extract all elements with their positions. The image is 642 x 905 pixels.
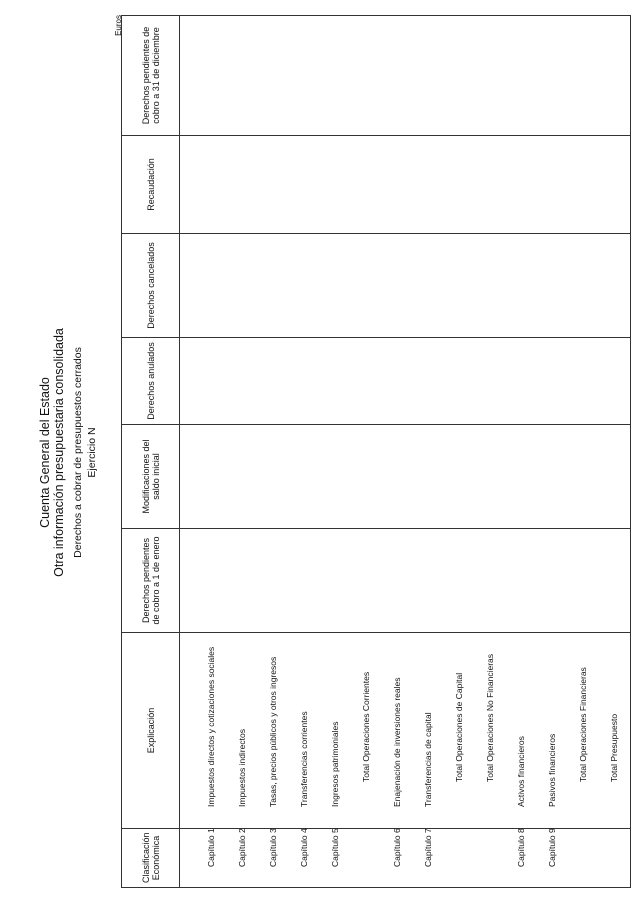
- row-explicacion: Transferencias corrientes: [299, 711, 309, 807]
- cancelados-cell: [180, 234, 631, 338]
- row-explicacion: Tasas, precios públicos y otros ingresos: [268, 656, 278, 807]
- col-header-modificaciones: Modificaciones del saldo inicial: [122, 425, 180, 529]
- row-explicacion: Enajenación de inversiones reales: [392, 677, 402, 807]
- clasificacion-cell: [180, 829, 631, 888]
- col-header-recaudacion: Recaudación: [122, 136, 180, 234]
- row-clasificacion: Capítulo 6: [392, 828, 402, 867]
- row-clasificacion: [599, 829, 630, 887]
- col-header-cancelados: Derechos cancelados: [122, 234, 180, 338]
- pendientes-diciembre-cell: [180, 16, 631, 136]
- anulados-cell: [180, 338, 631, 425]
- row-explicacion-total: Total Operaciones de Capital: [454, 672, 464, 782]
- row-clasificacion: [568, 829, 599, 887]
- pendientes-enero-cell: [180, 529, 631, 633]
- row-explicacion-total: Total Presupuesto: [609, 713, 619, 782]
- report-title: Cuenta General del Estado: [38, 377, 52, 528]
- row-explicacion: Pasivos financieros: [547, 733, 557, 807]
- rights-table: [121, 15, 631, 888]
- table-body-row: [180, 16, 631, 888]
- row-explicacion: Activos financieros: [516, 736, 526, 807]
- col-header-clasificacion: Clasificación Económica: [122, 829, 180, 888]
- currency-units: Euros: [114, 15, 123, 36]
- col-header-pendientes-diciembre: Derechos pendientes de cobro a 31 de diciembre: [122, 16, 180, 136]
- row-clasificacion: Capítulo 9: [547, 828, 557, 867]
- modificaciones-cell: [180, 425, 631, 529]
- row-clasificacion: [351, 829, 382, 887]
- col-header-pendientes-enero: Derechos pendientes de cobro a 1 de enero: [122, 529, 180, 633]
- row-explicacion: Ingresos patrimoniales: [330, 721, 340, 807]
- col-header-anulados: Derechos anulados: [122, 338, 180, 425]
- row-explicacion-total: Total Operaciones Financieras: [578, 667, 588, 782]
- row-clasificacion: Capítulo 5: [330, 828, 340, 867]
- row-clasificacion: Capítulo 4: [299, 828, 309, 867]
- row-clasificacion: Capítulo 8: [516, 828, 526, 867]
- explicacion-cell: [180, 633, 631, 829]
- report-header: [0, 0, 123, 905]
- row-explicacion: Impuestos directos y cotizaciones sociales: [206, 646, 216, 807]
- row-clasificacion: [475, 829, 506, 887]
- col-header-explicacion: Explicación: [122, 633, 180, 829]
- row-clasificacion: [444, 829, 475, 887]
- row-explicacion: Impuestos indirectos: [237, 729, 247, 807]
- report-subtitle-line: Otra información presupuestaria consolidada: [52, 328, 66, 577]
- table-header-row: [122, 16, 180, 888]
- row-explicacion-total: Total Operaciones Corrientes: [361, 671, 371, 782]
- row-explicacion-total: Total Operaciones No Financieras: [485, 653, 495, 782]
- recaudacion-cell: [180, 136, 631, 234]
- row-clasificacion: Capítulo 2: [237, 828, 247, 867]
- report-description: Derechos a cobrar de presupuestos cerrados: [72, 347, 84, 558]
- row-clasificacion: Capítulo 3: [268, 828, 278, 867]
- report-period: Ejercicio N: [86, 427, 98, 478]
- row-clasificacion: Capítulo 1: [206, 828, 216, 867]
- row-explicacion: Transferencias de capital: [423, 712, 433, 807]
- row-clasificacion: Capítulo 7: [423, 828, 433, 867]
